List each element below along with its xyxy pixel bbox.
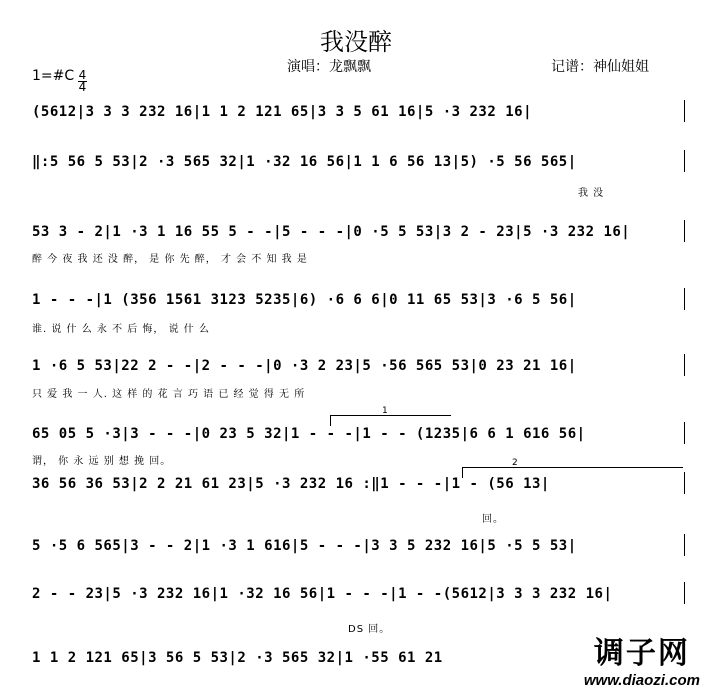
score-row-4: 1 - - -|1 (356 1561 3123 5235|6) ·6 6 6|0 11 65 53|3 ·6 5 56| [32,292,577,308]
bar-line [684,534,685,556]
bar-line [684,220,685,242]
score-row-10: 1 1 2 121 65|3 56 5 53|2 ·3 565 32|1 ·55 61 21 [32,650,443,666]
bar-line [684,100,685,122]
key-signature: 1=#C [32,68,75,84]
watermark-url: www.diaozi.com [583,672,700,689]
watermark-brand: 调子网 [593,636,690,671]
lyric-row-7: DS 回。 [348,624,391,635]
score-row-5: 1 ·6 5 53|22 2 - -|2 - - -|0 ·3 2 23|5 ·56 565 53|0 23 21 16| [32,358,577,374]
bar-line [684,472,685,494]
volta-number-1: 1 [382,406,388,416]
score-row-7: 36 56 36 53|2 2 21 61 23|5 ·3 232 16 :‖1 - - -|1 - (56 13| [32,476,550,492]
volta-number-2: 2 [512,458,518,468]
time-signature-bottom: 4 [78,80,87,94]
score-row-3: 53 3 - 2|1 ·3 1 16 55 5 - -|5 - - -|0 ·5 5 53|3 2 - 23|5 ·3 232 16| [32,224,631,240]
site-watermark [584,628,700,689]
song-title: 我没醉 [320,28,392,56]
score-row-8: 5 ·5 6 565|3 - - 2|1 ·3 1 616|5 - - -|3 3 5 232 16|5 ·5 5 53| [32,538,577,554]
time-signature [78,70,87,93]
lyric-row-2: 醉 今 夜 我 还 没 醉， 是 你 先 醉， 才 会 不 知 我 是 [32,254,308,265]
score-row-6: 65 05 5 ·3|3 - - -|0 23 5 32|1 - - -|1 - - (1235|6 6 1 616 56| [32,426,586,442]
score-row-1: (5612|3 3 3 232 16|1 1 2 121 65|3 3 5 61 16|5 ·3 232 16| [32,104,533,120]
bar-line [684,582,685,604]
score-row-2: ‖:5 56 5 53|2 ·3 565 32|1 ·32 16 56|1 1 6 56 13|5) ·5 56 565| [32,154,577,170]
bar-line [684,354,685,376]
lyric-row-6: 回。 [482,514,504,525]
lyric-row-5: 谓， 你 永 远 别 想 挽 回。 [32,456,172,467]
lyric-row-3: 谁. 说 什 么 永 不 后 悔， 说 什 么 [32,324,210,335]
score-row-9: 2 - - 23|5 ·3 232 16|1 ·32 16 56|1 - - -|1 - -(5612|3 3 3 232 16| [32,586,613,602]
transcriber-credit: 记谱：神仙姐姐 [551,59,649,75]
bar-line [684,150,685,172]
time-signature-top: 4 [78,68,87,82]
volta-bracket-1 [330,415,451,426]
lyric-row-1: 我 没 [578,188,605,199]
singer-credit: 演唱：龙飘飘 [287,59,371,75]
bar-line [684,422,685,444]
bar-line [684,288,685,310]
lyric-row-4: 只 爱 我 一 人. 这 样 的 花 言 巧 语 已 经 觉 得 无 所 [32,389,306,400]
